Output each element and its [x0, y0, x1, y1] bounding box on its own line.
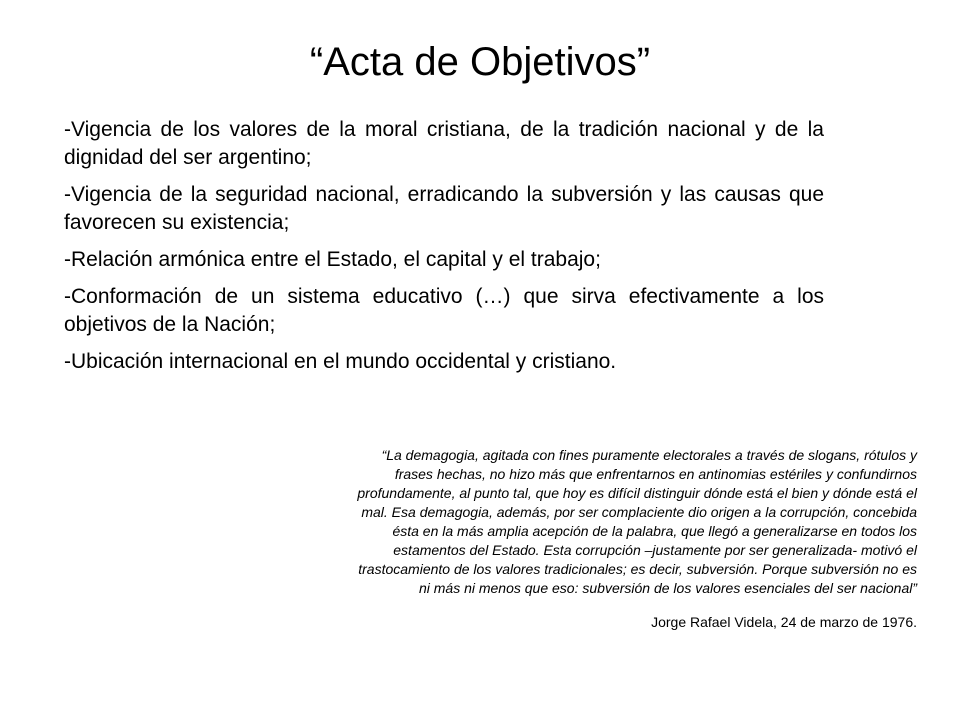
slide-title: “Acta de Objetivos” [309, 40, 651, 84]
objective-item: -Conformación de un sistema educativo (…) que sirva efectivamente a los objetivos de la Nación; [64, 285, 824, 336]
objective-item: -Vigencia de la seguridad nacional, erradicando la subversión y las causas que favorecen su existencia; [64, 183, 824, 234]
quote-block [356, 446, 917, 632]
quote-attribution: Jorge Rafael Videla, 24 de marzo de 1976. [651, 614, 917, 630]
objective-item: -Vigencia de los valores de la moral cristiana, de la tradición nacional y de la dignidad del ser argentino; [64, 118, 824, 169]
objectives-list [64, 116, 824, 385]
quote-text: “La demagogia, agitada con fines puramente electorales a través de slogans, rótulos y frases hechas, no hizo más que enfrentarnos en antinomias estériles y confundirnos profundamente, al punto tal, que hoy es difícil distinguir dónde está el bien y dónde está el mal. Esa demagogia, además, por ser complaciente dio origen a la corrupción, concebida ésta en la más amplia acepción de la palabra, que llegó a generalizarse en todos los estamentos del Estado. Esta corrupción –justamente por ser generalizada- motivó el trastocamiento de los valores tradicionales; es decir, subversión. Porque subversión no es ni más ni menos que eso: subversión de los valores esenciales del ser nacional” [357, 447, 917, 596]
objective-item: -Relación armónica entre el Estado, el capital y el trabajo; [64, 248, 601, 271]
objective-item: -Ubicación internacional en el mundo occidental y cristiano. [64, 350, 617, 373]
